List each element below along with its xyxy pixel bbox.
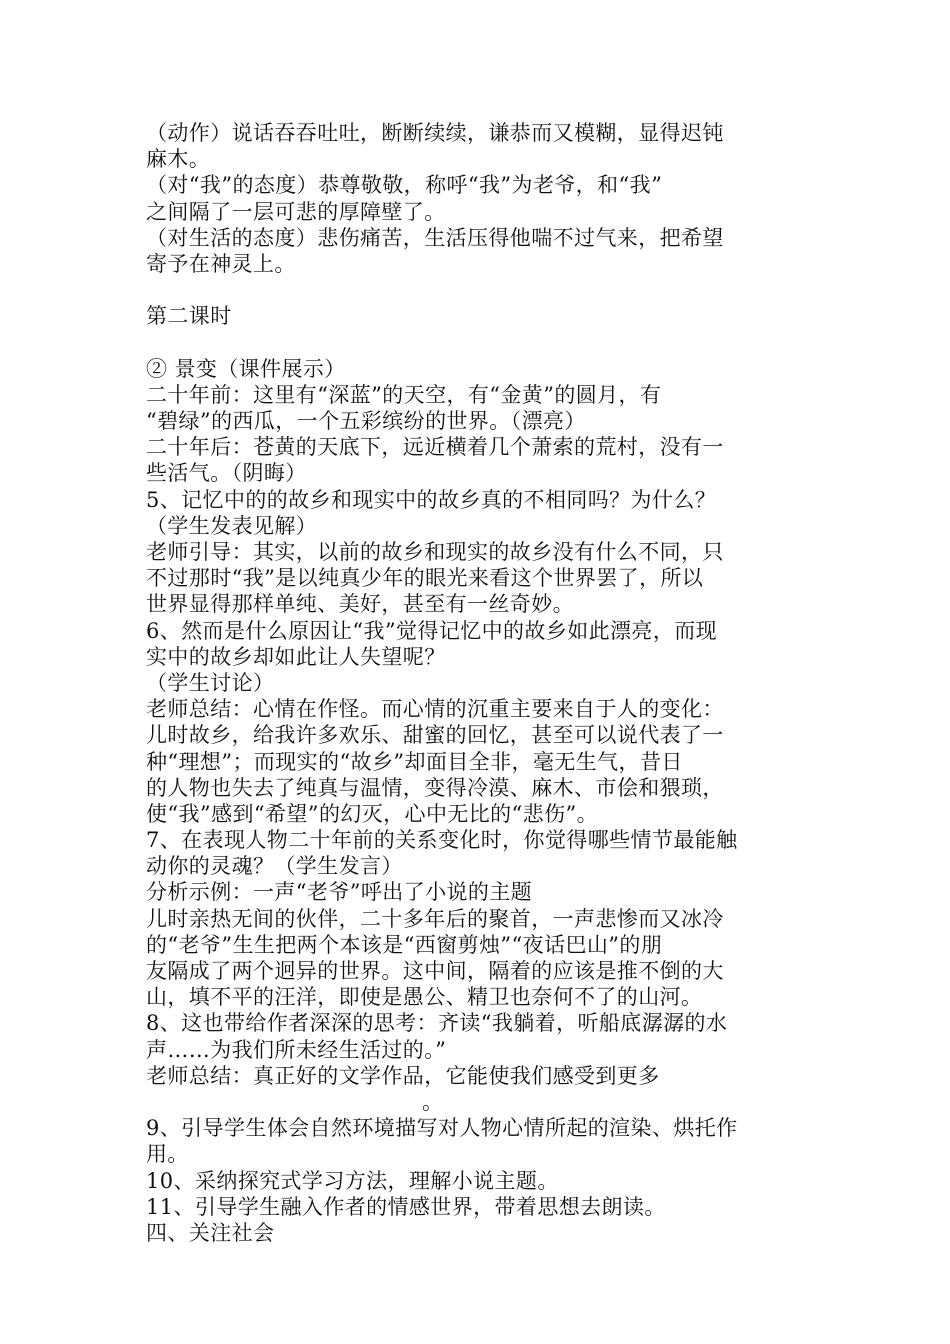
text-line: （对“我”的态度）恭尊敬敬，称呼“我”为老爷，和“我” [146, 173, 663, 198]
text-line: 的人物也失去了纯真与温情，变得冷漠、麻木、市侩和猥琐， [146, 775, 724, 800]
text-line: 使“我”感到“希望”的幻灭，心中无比的“悲伤”。 [146, 801, 599, 826]
text-line: （对生活的态度）悲伤痛苦，生活压得他喘不过气来，把希望 [146, 225, 724, 250]
text-line: 友隔成了两个迥异的世界。这中间，隔着的应该是推不倒的大 [146, 959, 724, 983]
text-line: 的“老爷”生生把两个本该是“西窗剪烛”“夜话巴山”的朋 [146, 932, 663, 957]
text-line: ② 景变（课件展示） [146, 356, 346, 381]
text-line: （学生讨论） [146, 670, 275, 695]
text-line: （动作）说话吞吞吐吐，断断续续，谦恭而又模糊，显得迟钝 [146, 121, 724, 145]
text-line: 9、引导学生体会自然环境描写对人物心情所起的渲染、烘托作 [146, 1116, 738, 1141]
text-line: 之间隔了一层可悲的厚障壁了。 [146, 199, 446, 224]
text-line: 动你的灵魂？（学生发言） [146, 854, 403, 879]
section-heading: 第二课时 [146, 304, 232, 329]
text-line: 老师总结：真正好的文学作品，它能使我们感受到更多 [146, 1063, 660, 1088]
text-line: 6、然而是什么原因让“我”觉得记忆中的故乡如此漂亮，而现 [146, 618, 718, 643]
text-line: 山，填不平的汪洋，即使是愚公、精卫也奈何不了的山河。 [146, 985, 703, 1010]
text-line: （学生发表见解） [146, 513, 318, 538]
section-heading: 四、关注社会 [146, 1220, 275, 1245]
text-line: 老师引导：其实，以前的故乡和现实的故乡没有什么不同，只 [146, 540, 724, 564]
document-body [146, 120, 816, 1246]
text-line: 7、在表现人物二十年前的关系变化时，你觉得哪些情节最能触 [146, 828, 738, 853]
text-line: 实中的故乡却如此让人失望呢？ [146, 644, 446, 669]
text-line: 麻木。 [146, 147, 211, 172]
text-line: 儿时亲热无间的伙伴，二十多年后的聚首，一声悲惨而又冰冷 [146, 906, 724, 931]
blank-line [146, 330, 816, 356]
text-line: 5、记忆中的的故乡和现实中的故乡真的不相同吗？为什么？ [146, 487, 717, 512]
text-line: 儿时故乡，给我许多欢乐、甜蜜的回忆，甚至可以说代表了一 [146, 723, 724, 748]
text-line: 二十年后：苍黄的天底下，远近横着几个萧索的荒村，没有一 [146, 435, 724, 460]
text-line: 世界显得那样单纯、美好，甚至有一丝奇妙。 [146, 592, 574, 617]
text-line: 老师总结：心情在作怪。而心情的沉重主要来自于人的变化： [146, 697, 724, 722]
text-line: 8、这也带给作者深深的思考：齐读“我躺着，听船底潺潺的水 [146, 1011, 728, 1036]
text-line: 用。 [146, 1142, 189, 1167]
text-line: 寄予在神灵上。 [146, 251, 296, 276]
blank-line [146, 277, 816, 303]
text-line: 分析示例：一声“老爷”呼出了小说的主题 [146, 880, 533, 905]
text-line: “碧绿”的西瓜，一个五彩缤纷的世界。（漂亮） [146, 409, 586, 434]
text-line: 二十年前：这里有“深蓝”的天空，有“金黄”的圆月，有 [146, 382, 662, 407]
text-line-period: 。 [422, 1089, 443, 1114]
text-line: 种“理想”；而现实的“故乡”却面目全非，毫无生气，昔日 [146, 749, 683, 774]
text-line: 10、采纳探究式学习方法，理解小说主题。 [146, 1168, 559, 1193]
text-line: 些活气。（阴晦） [146, 461, 307, 486]
text-line: 11、引导学生融入作者的情感世界，带着思想去朗读。 [146, 1194, 666, 1219]
text-line: 声……为我们所未经生活过的。” [146, 1037, 447, 1062]
text-line: 不过那时“我”是以纯真少年的眼光来看这个世界罢了，所以 [146, 566, 704, 591]
